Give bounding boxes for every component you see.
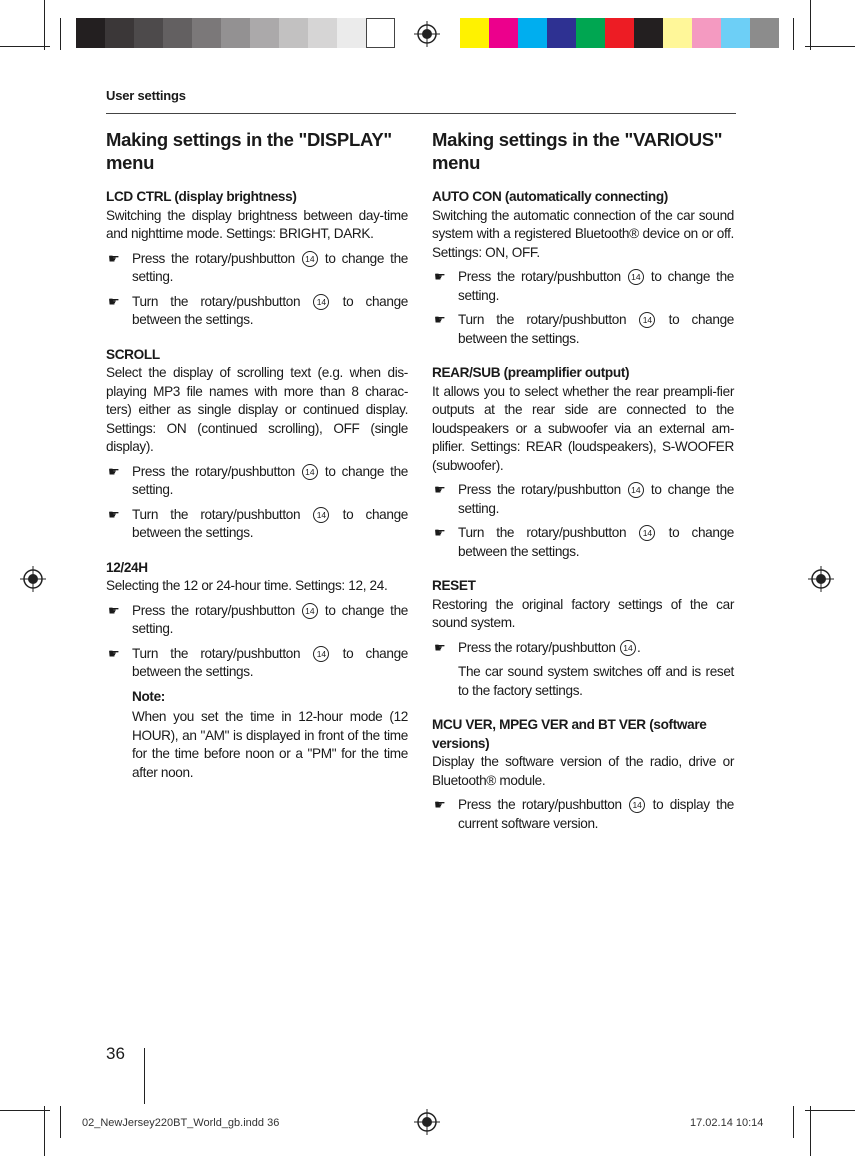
display-menu-title: Making settings in the "DISPLAY" menu: [106, 129, 392, 173]
color-swatch: [163, 18, 192, 48]
header-rule: [106, 113, 736, 114]
section-body: Select the display of scrolling text (e.g. when dis-playing MP3 file names with more than 8 charac-ters) either as single display or continued display. Settings: ON (continued scrolling), OFF (single display).: [106, 365, 408, 454]
color-swatch: [518, 18, 547, 48]
color-swatch: [634, 18, 663, 48]
section-heading: 12/24H: [106, 559, 148, 575]
reset-section: [432, 577, 734, 700]
note-text: When you set the time in 12-hour mode (12 HOUR), an "AM" is displayed in front of the time for the time before noon or a "PM" for the time after noon.: [132, 709, 408, 780]
instruction-step: ☛ Turn the rotary/pushbutton 14 to change between the settings.: [108, 645, 409, 679]
instruction-step: ☛ Press the rotary/pushbutton 14 to change the setting.: [108, 463, 409, 497]
button-ref-icon: 14: [313, 507, 329, 523]
auto-con-section: [432, 188, 734, 348]
page-number-rule: [144, 1048, 145, 1104]
crop-mark: [0, 1110, 50, 1111]
software-versions-section: [432, 716, 734, 833]
running-header: User settings: [106, 88, 186, 103]
section-heading: AUTO CON (automatically connecting): [432, 189, 668, 204]
various-menu-column: [432, 128, 734, 849]
color-swatch: [192, 18, 221, 48]
crop-mark: [44, 1106, 45, 1156]
crop-mark: [44, 0, 45, 50]
pointing-hand-icon: ☛: [108, 645, 120, 661]
section-heading: LCD CTRL (display brightness): [106, 189, 297, 204]
section-body: Restoring the original factory settings of the car sound system.: [432, 596, 734, 630]
button-ref-icon: 14: [629, 797, 645, 813]
section-body: Selecting the 12 or 24-hour time. Settings: 12, 24.: [106, 578, 388, 593]
instruction-step: ☛ Press the rotary/pushbutton 14 to change the setting.: [434, 269, 735, 303]
instruction-step: ☛ Press the rotary/pushbutton 14 to change the setting.: [108, 602, 409, 636]
instruction-step: ☛ Turn the rotary/pushbutton 14 to change between the settings.: [108, 506, 409, 540]
display-menu-column: [106, 128, 408, 798]
button-ref-icon: 14: [639, 525, 655, 541]
section-heading: MCU VER, MPEG VER and BT VER (software versions): [432, 717, 707, 751]
crop-mark: [793, 18, 794, 50]
button-ref-icon: 14: [302, 603, 318, 619]
registration-mark-icon: [808, 566, 834, 592]
step-result: The car sound system switches off and is reset to the factory settings.: [458, 664, 734, 698]
button-ref-icon: 14: [620, 640, 636, 656]
pointing-hand-icon: ☛: [434, 312, 446, 327]
pointing-hand-icon: ☛: [108, 250, 120, 266]
instruction-step: ☛ Press the rotary/pushbutton 14 to change the setting.: [434, 482, 735, 516]
color-swatch: [76, 18, 105, 48]
crop-mark: [60, 1106, 61, 1138]
pointing-hand-icon: ☛: [108, 506, 120, 522]
registration-mark-icon: [414, 21, 440, 47]
pointing-hand-icon: ☛: [108, 293, 120, 309]
color-swatch: [663, 18, 692, 48]
section-heading: RESET: [432, 578, 476, 593]
instruction-step: ☛ Turn the rotary/pushbutton 14 to change between the settings.: [434, 525, 735, 559]
pointing-hand-icon: ☛: [108, 602, 120, 618]
color-swatch: [279, 18, 308, 48]
section-body: It allows you to select whether the rear preampli-fier outputs at the rear side are connected to the loudspeakers or a subwoofer via an external am-plifier. Settings: REAR (loudspeakers), S-WOOFER (subwoofer).: [432, 383, 734, 473]
crop-mark: [805, 1110, 855, 1111]
color-swatch: [460, 18, 489, 48]
slug-date-info: 17.02.14 10:14: [690, 1117, 764, 1129]
crop-mark: [805, 46, 855, 47]
various-menu-title: Making settings in the "VARIOUS" menu: [432, 129, 723, 173]
pointing-hand-icon: ☛: [434, 525, 446, 540]
section-body: Display the software version of the radio, drive or Bluetooth® module.: [432, 754, 734, 788]
section-body: Switching the display brightness between day-time and nighttime mode. Settings: BRIGHT, DARK.: [106, 207, 408, 241]
color-swatch: [337, 18, 366, 48]
button-ref-icon: 14: [313, 646, 329, 662]
color-swatch: [134, 18, 163, 48]
button-ref-icon: 14: [313, 294, 329, 310]
slug-file-info: 02_NewJersey220BT_World_gb.indd 36: [82, 1117, 280, 1129]
pointing-hand-icon: ☛: [108, 463, 120, 479]
color-swatch: [605, 18, 634, 48]
button-ref-icon: 14: [639, 312, 655, 328]
color-swatch: [750, 18, 779, 48]
instruction-step: ☛ Turn the rotary/pushbutton 14 to change between the settings.: [434, 312, 735, 346]
page-number: 36: [106, 1044, 125, 1063]
registration-mark-icon: [20, 566, 46, 592]
rear-sub-section: [432, 364, 734, 561]
button-ref-icon: 14: [628, 482, 644, 498]
color-swatch: [547, 18, 576, 48]
color-swatch: [105, 18, 134, 48]
color-swatch: [576, 18, 605, 48]
pointing-hand-icon: ☛: [434, 639, 446, 655]
pointing-hand-icon: ☛: [434, 797, 446, 812]
crop-mark: [0, 46, 50, 47]
button-ref-icon: 14: [302, 464, 318, 480]
crop-mark: [60, 18, 61, 50]
crop-mark: [793, 1106, 794, 1138]
pointing-hand-icon: ☛: [434, 269, 446, 284]
time-format-section: [106, 559, 408, 783]
lcd-ctrl-section: [106, 188, 408, 330]
registration-mark-icon: [414, 1109, 440, 1135]
button-ref-icon: 14: [628, 269, 644, 285]
color-swatch: [308, 18, 337, 48]
pointing-hand-icon: ☛: [434, 482, 446, 497]
instruction-step: ☛ Press the rotary/pushbutton 14 .: [432, 639, 734, 658]
instruction-step: ☛ Press the rotary/pushbutton 14 to change the setting.: [108, 250, 409, 284]
section-heading: REAR/SUB (preamplifier output): [432, 365, 630, 380]
color-swatch: [366, 18, 395, 48]
color-swatch: [489, 18, 518, 48]
color-swatch: [250, 18, 279, 48]
instruction-step: ☛ Turn the rotary/pushbutton 14 to change between the settings.: [108, 293, 409, 327]
section-heading: SCROLL: [106, 346, 160, 362]
crop-mark: [810, 0, 811, 50]
scroll-section: [106, 346, 408, 543]
note-label: Note:: [132, 688, 165, 704]
button-ref-icon: 14: [302, 251, 318, 267]
crop-mark: [810, 1106, 811, 1156]
color-swatch: [692, 18, 721, 48]
color-swatch: [221, 18, 250, 48]
section-body: Switching the automatic connection of the car sound system with a registered Bluetooth® device on or off. Settings: ON, OFF.: [432, 207, 734, 260]
instruction-step: ☛ Press the rotary/pushbutton 14 to display the current software version.: [434, 797, 734, 831]
color-swatch: [721, 18, 750, 48]
